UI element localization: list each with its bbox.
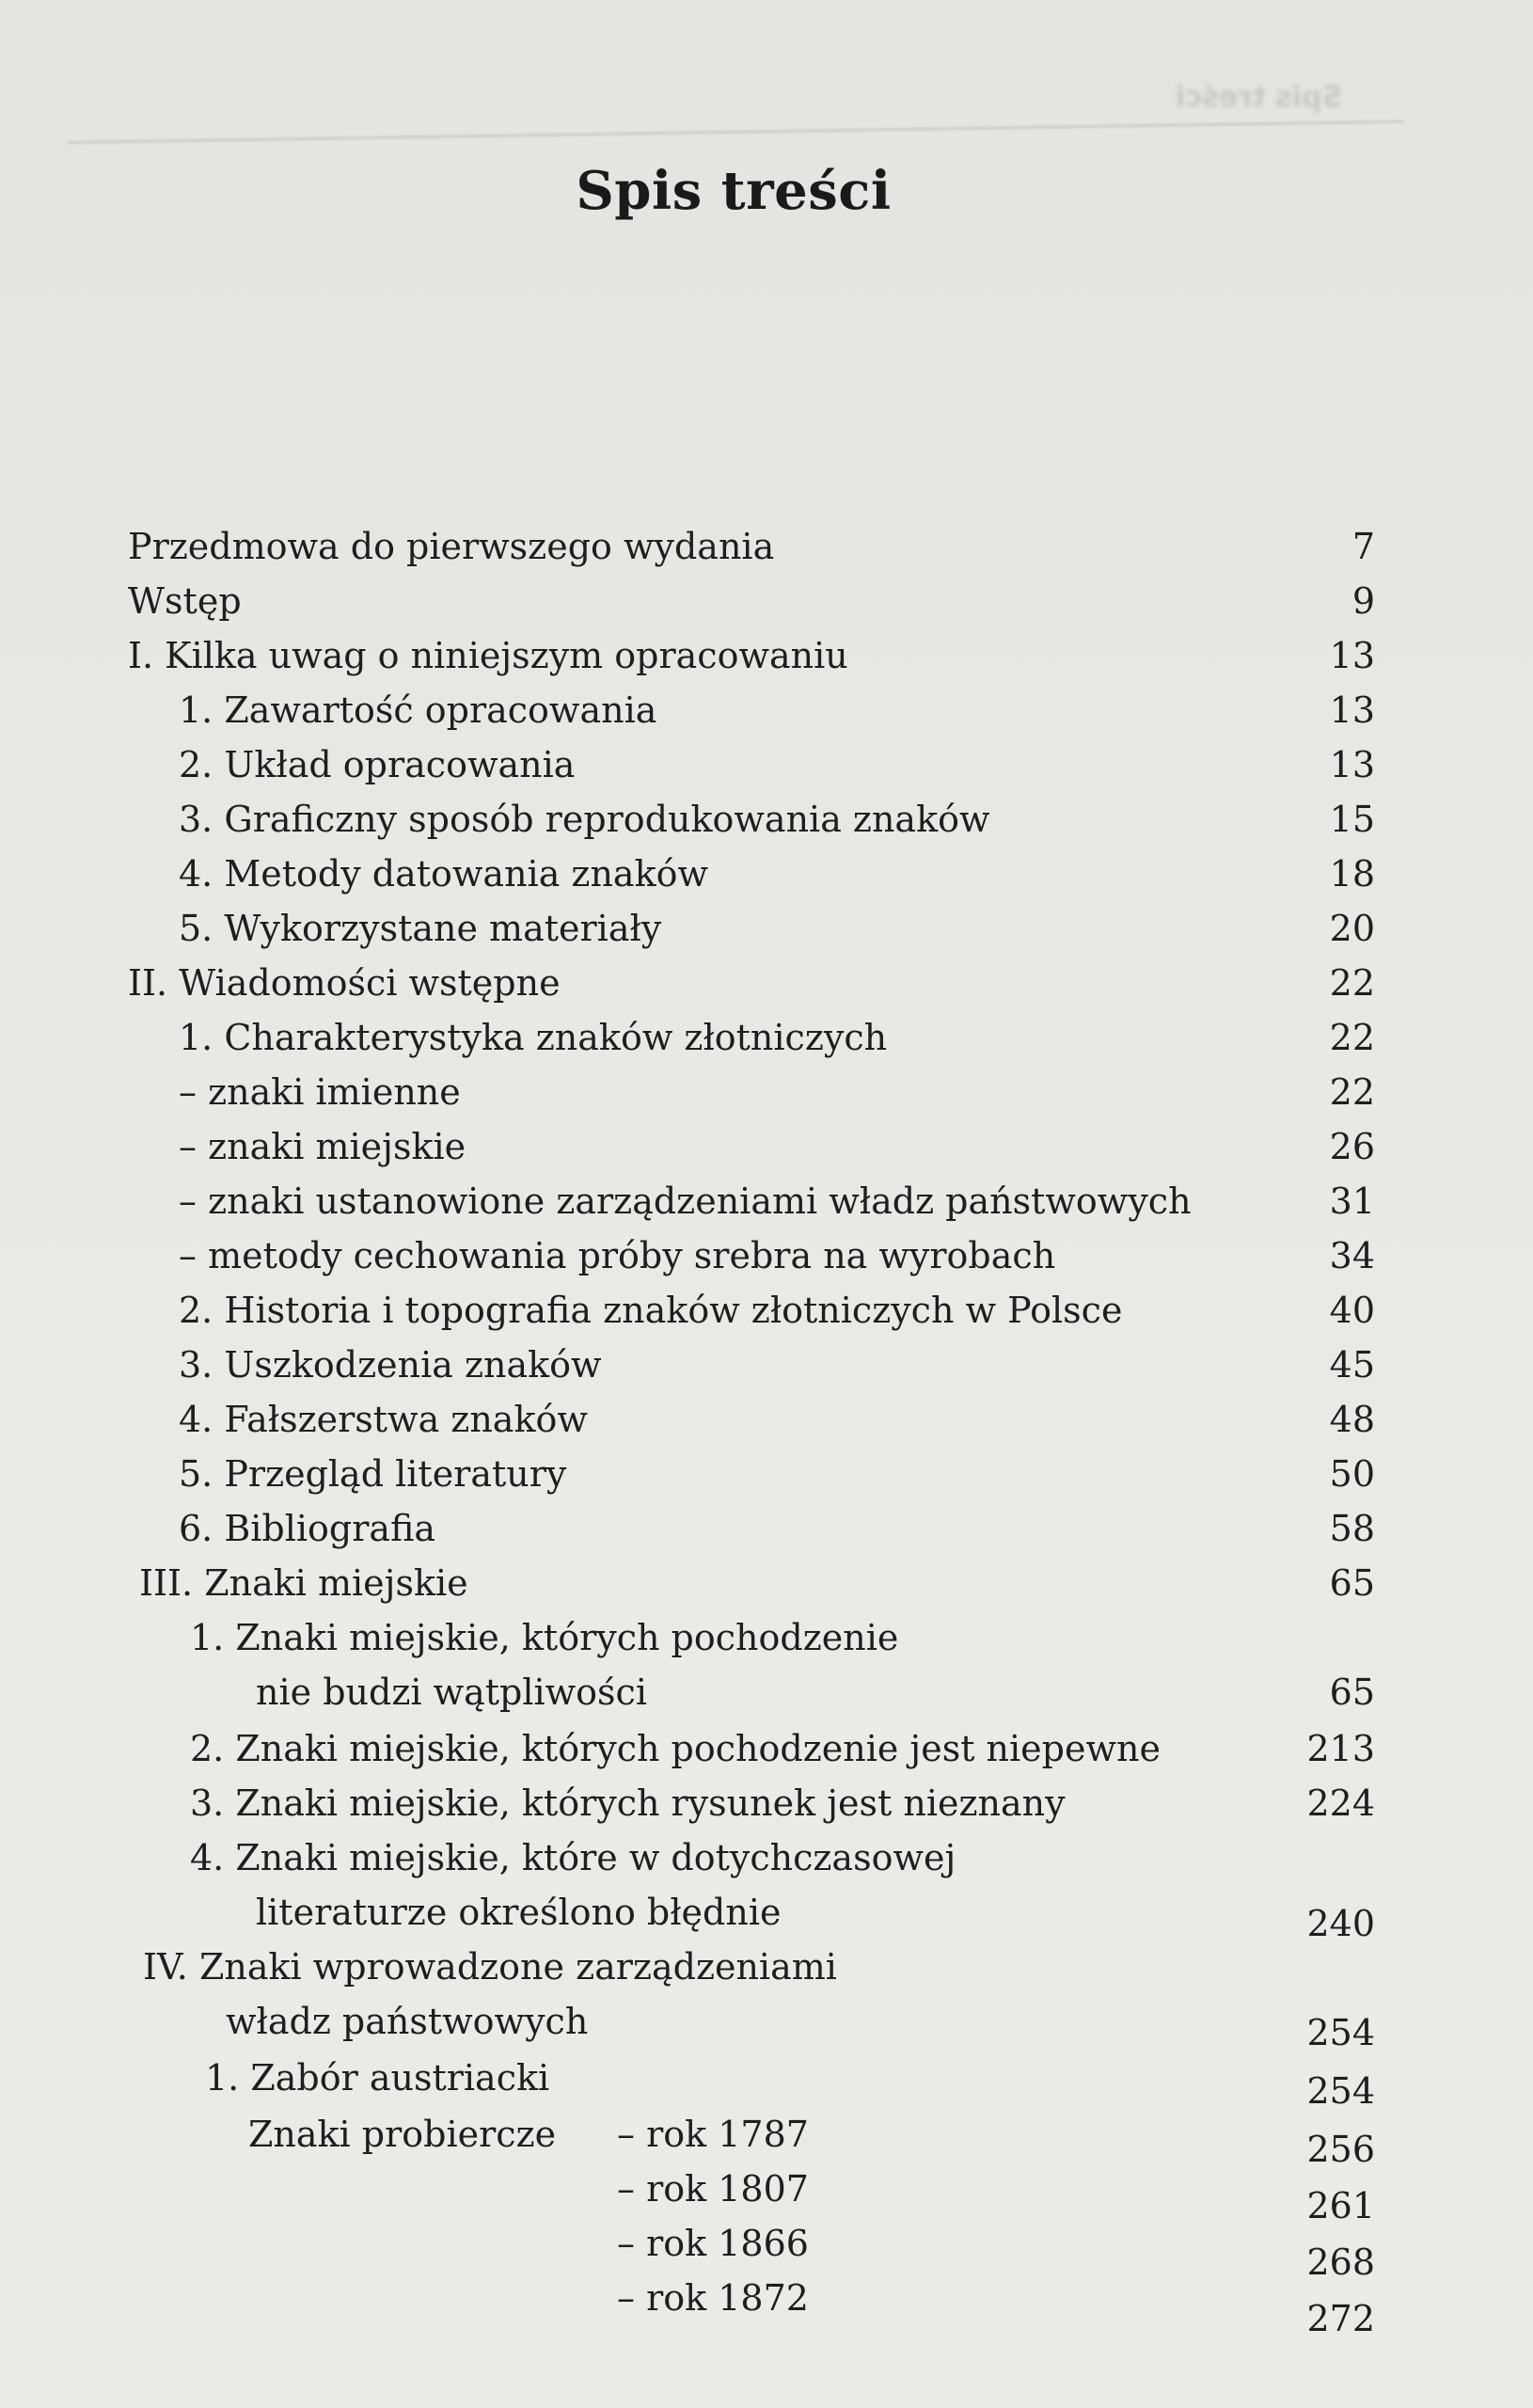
toc-page-number: 13 — [1329, 689, 1375, 731]
toc-page-number: 65 — [1329, 1562, 1375, 1604]
toc-entry-title: 3. Znaki miejskie, których rysunek jest nieznany — [190, 1782, 1066, 1824]
toc-entry-title: 3. Graficzny sposób reprodukowania znaków — [179, 799, 990, 840]
toc-page-number: 45 — [1329, 1344, 1375, 1386]
toc-entry — [0, 1501, 1533, 1556]
toc-entry-title: 1. Znaki miejskie, których pochodzenie — [190, 1617, 899, 1658]
toc-entry — [0, 1994, 1533, 2053]
toc-entry-title: – znaki imienne — [179, 1071, 461, 1113]
toc-entry-title: 5. Przegląd literatury — [179, 1453, 567, 1495]
toc-page-number: 40 — [1329, 1290, 1375, 1331]
toc-entry — [0, 2271, 1533, 2339]
toc-page-number: 13 — [1329, 635, 1375, 676]
toc-page-number: 261 — [1306, 2185, 1375, 2226]
toc-entry-title: 2. Układ opracowania — [179, 744, 576, 785]
toc-page-number: 22 — [1329, 1071, 1375, 1113]
toc-entry-title: władz państwowych — [226, 2001, 589, 2042]
toc-page-number: 18 — [1329, 853, 1375, 895]
toc-page-number: 26 — [1329, 1126, 1375, 1167]
toc-entry-title: Przedmowa do pierwszego wydania — [128, 526, 775, 567]
toc-entry — [0, 1940, 1533, 1994]
toc-entry-title: 2. Historia i topografia znaków złotniczych w Polsce — [179, 1290, 1123, 1331]
toc-entry — [0, 2216, 1533, 2283]
toc-entry-title: Wstęp — [128, 580, 242, 622]
toc-page-number: 20 — [1329, 908, 1375, 949]
toc-entry — [0, 901, 1533, 956]
toc-entry — [0, 1610, 1533, 1665]
toc-page-number: 254 — [1306, 2070, 1375, 2112]
toc-page-number: 65 — [1329, 1671, 1375, 1713]
toc-entry — [0, 1065, 1533, 1119]
toc-entry-year: – rok 1807 — [617, 2168, 809, 2210]
toc-entry — [0, 1392, 1533, 1447]
toc-entry-year: – rok 1872 — [617, 2277, 809, 2319]
toc-entry-title: II. Wiadomości wstępne — [128, 962, 561, 1004]
toc-page-number: 58 — [1329, 1508, 1375, 1549]
toc-page-number: 7 — [1351, 526, 1375, 567]
toc-entry-title: 5. Wykorzystane materiały — [179, 908, 662, 949]
toc-entry — [0, 847, 1533, 901]
toc-entry-title: literaturze określono błędnie — [256, 1892, 782, 1933]
toc-entry-title: III. Znaki miejskie — [139, 1562, 468, 1604]
toc-entry-title: 4. Metody datowania znaków — [179, 853, 709, 895]
toc-page-number: 9 — [1351, 580, 1375, 622]
toc-entry-title: – metody cechowania próby srebra na wyrobach — [179, 1235, 1056, 1276]
toc-entry-title: IV. Znaki wprowadzone zarządzeniami — [143, 1946, 837, 1988]
page-title: Spis treści — [576, 160, 892, 222]
toc-entry — [0, 1283, 1533, 1338]
toc-entry — [0, 1010, 1533, 1065]
toc-entry — [0, 1885, 1533, 1944]
toc-entry — [0, 1556, 1533, 1610]
toc-page-number: 31 — [1329, 1180, 1375, 1222]
toc-entry-title: nie budzi wątpliwości — [256, 1671, 647, 1713]
toc-entry-title: 2. Znaki miejskie, których pochodzenie jest niepewne — [190, 1728, 1161, 1769]
toc-page-number: 240 — [1306, 1903, 1375, 1944]
toc-entry-title: 6. Bibliografia — [179, 1508, 436, 1549]
toc-entry — [0, 2051, 1533, 2112]
toc-page-number: 13 — [1329, 744, 1375, 785]
toc-entry — [0, 1447, 1533, 1501]
toc-entry-title: 4. Znaki miejskie, które w dotychczasowej — [190, 1837, 956, 1878]
toc-entry-title: 3. Uszkodzenia znaków — [179, 1344, 602, 1386]
toc-page-number: 213 — [1306, 1728, 1375, 1769]
toc-entry — [0, 1119, 1533, 1174]
toc-page-number: 268 — [1306, 2242, 1375, 2283]
toc-entry-title: 1. Charakterystyka znaków złotniczych — [179, 1017, 888, 1058]
toc-entry — [0, 683, 1533, 737]
toc-entry — [0, 1174, 1533, 1228]
toc-entry — [0, 2162, 1533, 2226]
toc-entry-title: 1. Zawartość opracowania — [179, 689, 657, 731]
toc-entry — [0, 2107, 1533, 2170]
toc-entry-title: – znaki miejskie — [179, 1126, 466, 1167]
toc-entry — [0, 1721, 1533, 1776]
toc-page-number: 15 — [1329, 799, 1375, 840]
toc-entry — [0, 519, 1533, 574]
toc-page-number: 22 — [1329, 1017, 1375, 1058]
toc-page-number: 34 — [1329, 1235, 1375, 1276]
toc-entry — [0, 737, 1533, 792]
toc-page-number: 224 — [1306, 1782, 1375, 1824]
toc-page-number: 256 — [1306, 2129, 1375, 2170]
toc-entry — [0, 574, 1533, 628]
toc-entry — [0, 1665, 1533, 1719]
toc-page-number: 48 — [1329, 1399, 1375, 1440]
toc-entry — [0, 628, 1533, 683]
toc-entry-year: – rok 1787 — [617, 2114, 809, 2155]
toc-entry-year: – rok 1866 — [617, 2223, 809, 2264]
toc-entry — [0, 792, 1533, 847]
toc-entry-title: – znaki ustanowione zarządzeniami władz państwowych — [179, 1180, 1192, 1222]
toc-page-number: 22 — [1329, 962, 1375, 1004]
toc-entry-title: I. Kilka uwag o niniejszym opracowaniu — [128, 635, 848, 676]
bleed-through-header-rule — [68, 120, 1403, 144]
toc-entry — [0, 1830, 1533, 1885]
toc-entry-title: 4. Fałszerstwa znaków — [179, 1399, 588, 1440]
toc-entry — [0, 1776, 1533, 1830]
toc-entry-title: 1. Zabór austriacki — [205, 2057, 550, 2099]
toc-page-number: 254 — [1306, 2012, 1375, 2053]
bleed-through-running-header: Spis treści — [1176, 81, 1343, 114]
toc-page-number: 272 — [1306, 2298, 1375, 2339]
toc-entry — [0, 1228, 1533, 1283]
toc-page-number: 50 — [1329, 1453, 1375, 1495]
toc-entry — [0, 1338, 1533, 1392]
toc-entry-title: Znaki probiercze — [248, 2114, 557, 2155]
toc-entry — [0, 956, 1533, 1010]
